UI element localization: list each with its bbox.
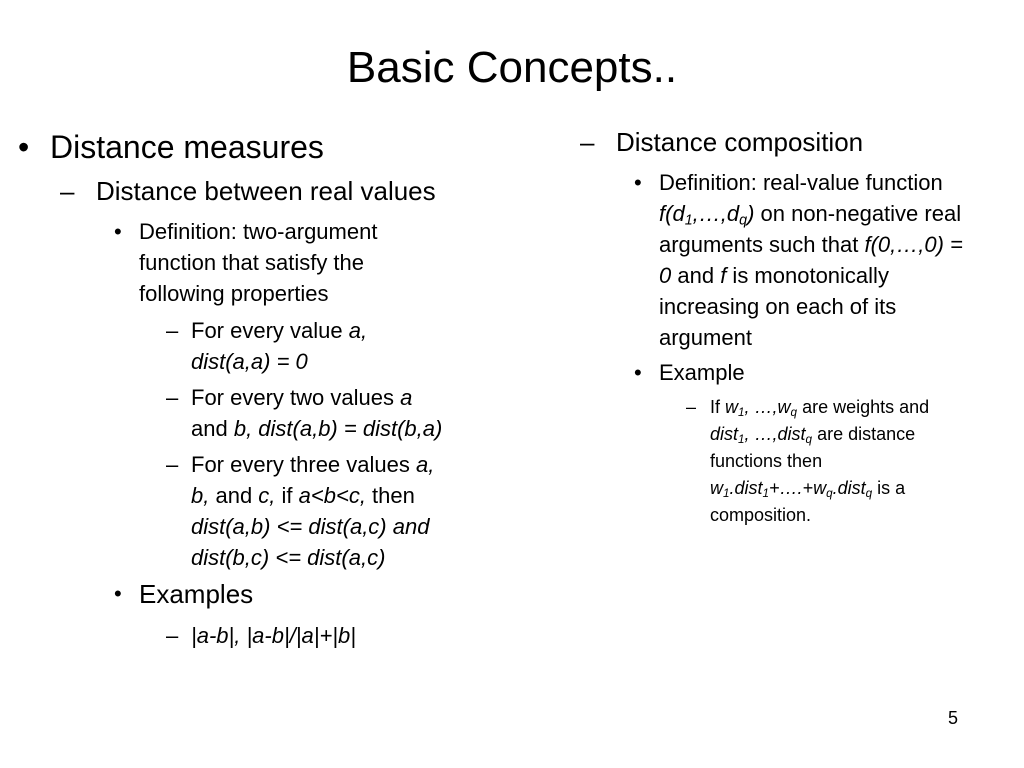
var-a: a,	[348, 318, 368, 343]
heading-distance-measures: Distance measures	[50, 129, 324, 165]
dist-list: , …,dist	[744, 424, 806, 444]
and-text: and	[671, 263, 721, 288]
subscript-q: q	[865, 486, 873, 500]
weights-text: are weights and	[797, 397, 930, 417]
function-f: f(d	[659, 201, 685, 226]
subscript-q: q	[805, 432, 813, 446]
bullet-marker: •	[634, 360, 642, 385]
functions-text: functions then	[710, 451, 823, 471]
sum-terms: +….+w	[769, 478, 827, 498]
definition-line-2: on non-negative real	[754, 201, 962, 226]
bullet-marker: •	[634, 170, 642, 195]
slide-title: Basic Concepts..	[346, 43, 678, 92]
example-label: Example	[659, 360, 745, 385]
dash-marker: –	[166, 452, 179, 477]
composition-text: composition.	[710, 505, 812, 525]
formula-reflexive: dist(a,a) = 0	[191, 349, 308, 374]
weight-w1: w	[710, 478, 723, 498]
dash-marker: –	[166, 385, 179, 410]
dash-marker: –	[686, 397, 697, 417]
property-text: For every value	[191, 318, 349, 343]
definition-line-1: Definition: two-argument	[139, 219, 378, 244]
subscript-1: 1	[723, 486, 730, 500]
function-close: )	[747, 201, 755, 226]
is-a-text: is a	[872, 478, 906, 498]
examples-formula: |a-b|, |a-b|/|a|+|b|	[191, 623, 356, 648]
bullet-marker: •	[18, 129, 30, 165]
definition-line-4: is monotonically	[726, 263, 889, 288]
dist-term: dist	[710, 424, 739, 444]
var-a: a,	[415, 452, 435, 477]
subscript-1: 1	[684, 212, 693, 229]
zero-value: 0	[659, 263, 672, 288]
var-a: a	[400, 385, 413, 410]
dash-marker: –	[166, 318, 179, 343]
bullet-marker: •	[114, 219, 122, 244]
function-f-ref: f	[720, 263, 727, 288]
formula-triangle-2: dist(b,c) <= dist(a,c)	[191, 545, 386, 570]
property-text: For every three values	[191, 452, 416, 477]
dash-marker: –	[580, 127, 595, 157]
definition-line-2: function that satisfy the	[139, 250, 365, 275]
if-text: If	[710, 397, 726, 417]
subscript-q: q	[739, 212, 748, 229]
dash-marker: –	[166, 623, 179, 648]
definition-line-6: argument	[659, 325, 752, 350]
definition-line-1: Definition: real-value function	[659, 170, 943, 195]
and-text: and	[209, 483, 259, 508]
heading-distance-composition: Distance composition	[616, 127, 864, 157]
subscript-1: 1	[738, 405, 745, 419]
formula-symmetric: b, dist(a,b) = dist(b,a)	[233, 416, 443, 441]
sub-heading: Distance between real values	[96, 176, 436, 206]
property-text: For every two values	[191, 385, 401, 410]
var-b: b,	[191, 483, 210, 508]
then-text: then	[365, 483, 415, 508]
subscript-1: 1	[762, 486, 770, 500]
distance-text: are distance	[812, 424, 916, 444]
formula-triangle-1: dist(a,b) <= dist(a,c) and	[191, 514, 430, 539]
examples-label: Examples	[139, 579, 254, 609]
subscript-q: q	[826, 486, 833, 500]
definition-line-3: arguments such that	[659, 232, 865, 257]
dist-term: .dist	[729, 478, 763, 498]
page-number: 5	[948, 708, 959, 728]
definition-line-3: following properties	[139, 281, 329, 306]
definition-line-5: increasing on each of its	[659, 294, 897, 319]
function-zero: f(0,…,0) =	[864, 232, 963, 257]
and-text: and	[191, 416, 234, 441]
weight-w: w	[725, 397, 739, 417]
var-c: c,	[258, 483, 276, 508]
dist-term-q: .dist	[832, 478, 866, 498]
subscript-1: 1	[738, 432, 745, 446]
condition: a<b<c,	[298, 483, 366, 508]
function-args: ,…,d	[692, 201, 740, 226]
dash-marker: –	[60, 176, 75, 206]
bullet-marker: •	[114, 581, 122, 606]
weight-list: , …,w	[744, 397, 791, 417]
subscript-q: q	[790, 405, 798, 419]
if-text: if	[275, 483, 299, 508]
